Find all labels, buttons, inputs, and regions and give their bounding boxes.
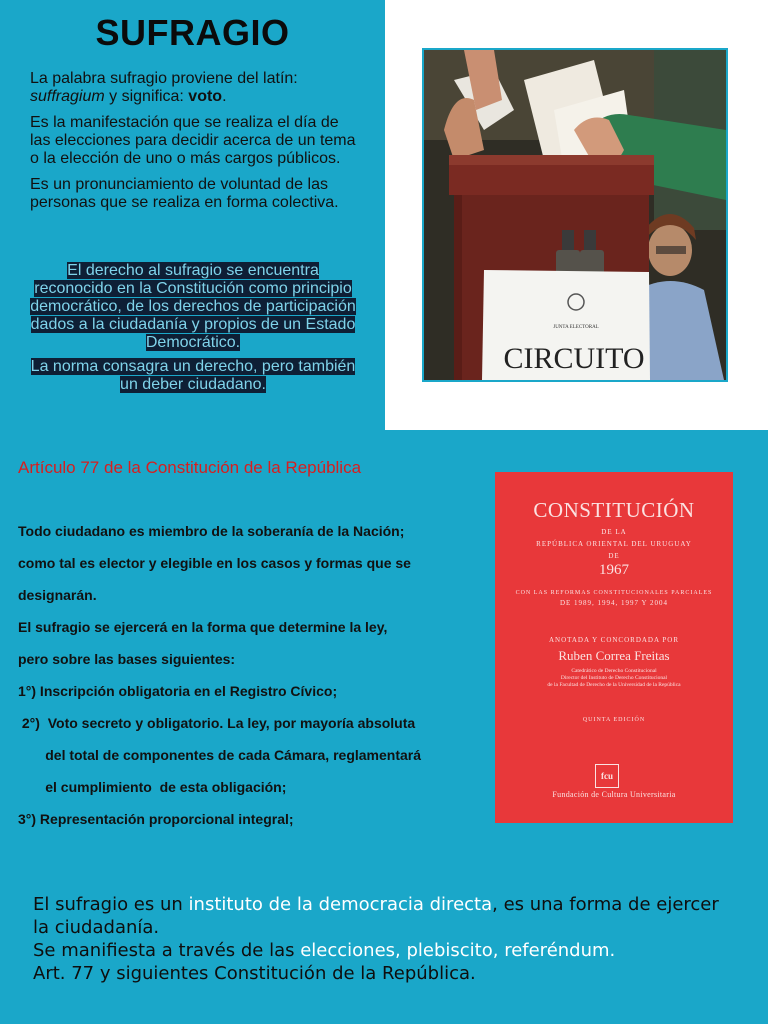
- article-text: [18, 515, 478, 835]
- summary-l1-a: El sufragio es un: [33, 894, 189, 915]
- summary-line-3: Art. 77 y siguientes Constitución de la República.: [33, 963, 476, 984]
- intro-p1-text-b: y significa:: [104, 88, 189, 105]
- book-role-2: Director del Instituto de Derecho Constitucional: [560, 675, 668, 681]
- intro-paragraph-2: Es la manifestación que se realiza el día de las elecciones para decidir acerca de un tema o la elección de uno o más cargos públicos.: [30, 114, 356, 167]
- fcu-logo: fcu: [595, 764, 619, 788]
- page-title: SUFRAGIO: [95, 12, 290, 53]
- article-line: designarán.: [18, 587, 97, 603]
- ballot-label: CIRCUITO: [503, 342, 645, 375]
- highlighted-text: [26, 262, 360, 400]
- board-label: JUNTA ELECTORAL: [553, 325, 599, 330]
- highlight-p2-text: La norma consagra un derecho, pero también un deber ciudadano.: [30, 358, 356, 393]
- intro-p1-text: La palabra sufragio proviene del latín:: [30, 70, 298, 87]
- constitution-book-cover: [495, 472, 733, 823]
- article-line: Todo ciudadano es miembro de la soberanía de la Nación;: [18, 523, 405, 539]
- intro-paragraph-1: [30, 70, 360, 106]
- book-annotated: ANOTADA Y CONCORDADA POR: [548, 636, 680, 644]
- highlight-paragraph-1: [26, 262, 360, 352]
- intro-paragraph-3: Es un pronunciamiento de voluntad de las personas que se realiza en forma colectiva.: [30, 176, 339, 211]
- article-line: del total de componentes de cada Cámara, reglamentará: [18, 747, 422, 763]
- article-line: El sufragio se ejercerá en la forma que determine la ley,: [18, 619, 388, 635]
- intro-text: [30, 70, 360, 220]
- ballot-box-photo: [422, 48, 728, 382]
- article-line: pero sobre las bases siguientes:: [18, 651, 236, 667]
- book-role-1: Catedrático de Derecho Constitucional: [571, 668, 657, 674]
- book-republic: REPÚBLICA ORIENTAL DEL URUGUAY: [536, 540, 692, 548]
- summary-line-2: [33, 939, 733, 962]
- book-role-3: de la Facultad de Derecho de la Universidad de la República: [547, 682, 681, 688]
- article-line: 3°) Representación proporcional integral;: [18, 811, 294, 827]
- book-de-la: DE LA: [601, 528, 627, 536]
- article-title: Artículo 77 de la Constitución de la República: [18, 458, 362, 477]
- article-line: el cumplimiento de esta obligación;: [18, 779, 287, 795]
- summary-l1-b: , es una forma de ejercer la ciudadanía.: [33, 894, 719, 938]
- highlight-p1-text: El derecho al sufragio se encuentra reconocido en la Constitución como principio democrático, de los derechos de participación dados a la ciudadanía y propios de un Estado Democrático.: [30, 262, 356, 351]
- bottom-summary: [33, 893, 733, 985]
- intro-p1-end: .: [222, 88, 227, 105]
- ballot-box-illustration: [424, 50, 726, 380]
- summary-l2-b: .: [609, 940, 616, 961]
- article-line: como tal es elector y elegible en los casos y formas que se: [18, 555, 411, 571]
- latin-word: suffragium: [30, 88, 105, 105]
- book-publisher: Fundación de Cultura Universitaria: [552, 790, 676, 799]
- book-reforms-1: CON LAS REFORMAS CONSTITUCIONALES PARCIALES: [515, 590, 713, 596]
- article-line: 1°) Inscripción obligatoria en el Registro Cívico;: [18, 683, 338, 699]
- book-title: CONSTITUCIÓN: [533, 498, 695, 522]
- summary-line-1: [33, 893, 733, 939]
- highlight-paragraph-2: [26, 358, 360, 394]
- book-year: 1967: [599, 562, 629, 578]
- book-edition: QUINTA EDICIÓN: [582, 717, 646, 723]
- summary-l2-highlight: elecciones, plebiscito, referéndum: [300, 940, 610, 961]
- book-de: DE: [608, 552, 620, 560]
- summary-l2-a: Se manifiesta a través de las: [33, 940, 301, 961]
- article-line: 2°) Voto secreto y obligatorio. La ley, por mayoría absoluta: [18, 715, 416, 731]
- book-reforms-2: DE 1989, 1994, 1997 Y 2004: [559, 599, 669, 607]
- summary-l1-highlight: instituto de la democracia directa: [188, 894, 493, 915]
- book-author: Ruben Correa Freitas: [558, 648, 670, 663]
- vote-word: voto: [188, 88, 223, 105]
